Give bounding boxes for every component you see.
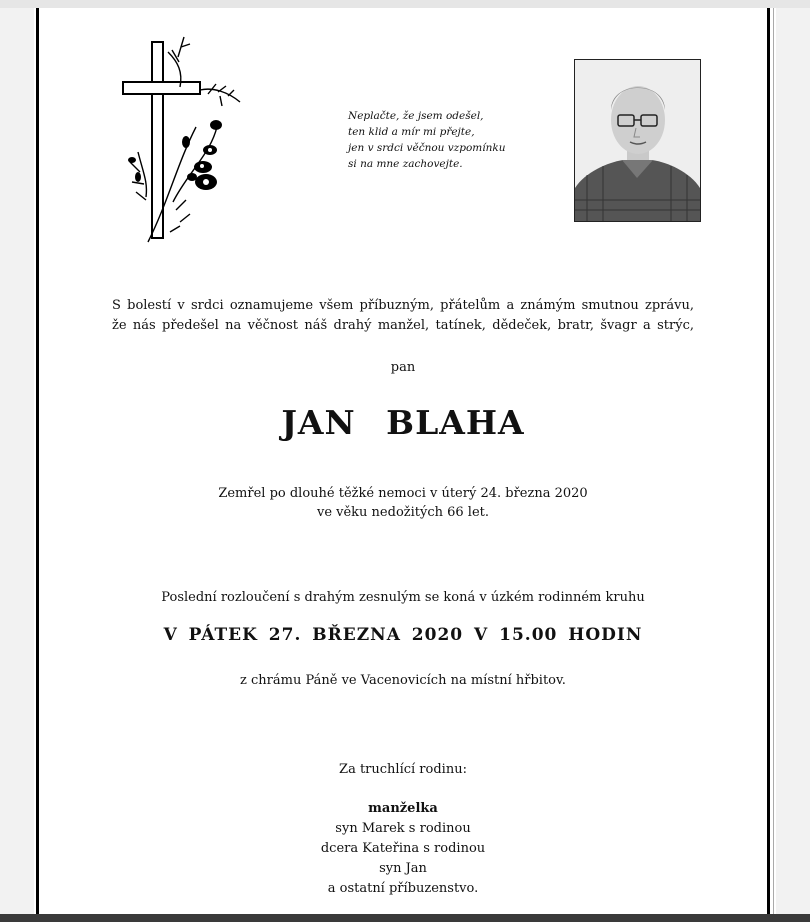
death-details: [40, 484, 766, 522]
poem-line: jen v srdci věčnou vzpomínku: [348, 142, 506, 154]
farewell-text: Poslední rozloučení s drahým zesnulým se koná v úzkém rodinném kruhu: [161, 590, 645, 605]
portrait-image: [575, 60, 700, 221]
viewer-bottom-bar: [0, 914, 810, 922]
funeral-place: z chrámu Páně ve Vacenovicích na místní hřbitov.: [240, 673, 566, 688]
right-border-rule: [767, 8, 770, 914]
cross-with-flowers-icon: [118, 32, 248, 248]
family-member: manželka: [368, 801, 438, 816]
poem: [348, 108, 505, 172]
intro-paragraph: [40, 296, 766, 336]
family-member: syn Jan: [379, 861, 427, 876]
viewer-top-bar: [0, 0, 810, 8]
portrait-photo: [574, 59, 701, 222]
family-list: [40, 799, 766, 899]
family-member: syn Marek s rodinou: [335, 821, 471, 836]
left-border-rule: [36, 8, 39, 914]
poem-line: Neplačte, že jsem odešel,: [348, 110, 484, 122]
poem-line: ten klid a mír mi přejte,: [348, 126, 475, 138]
intro-line: S bolestí v srdci oznamujeme všem příbuzným, přátelům a známým smutnou zprávu,: [112, 298, 694, 313]
honorific: pan: [390, 360, 416, 375]
family-member: a ostatní příbuzenstvo.: [327, 881, 479, 896]
intro-line: že nás předešel na věčnost náš drahý manžel, tatínek, dědeček, bratr, švagr a strýc,: [112, 318, 694, 333]
poem-line: si na mne zachovejte.: [348, 158, 463, 170]
funeral-date-time: V PÁTEK 27. BŘEZNA 2020 V 15.00 HODIN: [163, 625, 643, 645]
deceased-name: JAN BLAHA: [281, 403, 525, 442]
family-member: dcera Kateřina s rodinou: [320, 841, 486, 856]
death-line: Zemřel po dlouhé těžké nemoci v úterý 24. března 2020: [218, 486, 588, 501]
death-line: ve věku nedožitých 66 let.: [316, 505, 490, 520]
page-edge-line: [773, 8, 774, 914]
family-title: Za truchlící rodinu:: [339, 762, 467, 777]
